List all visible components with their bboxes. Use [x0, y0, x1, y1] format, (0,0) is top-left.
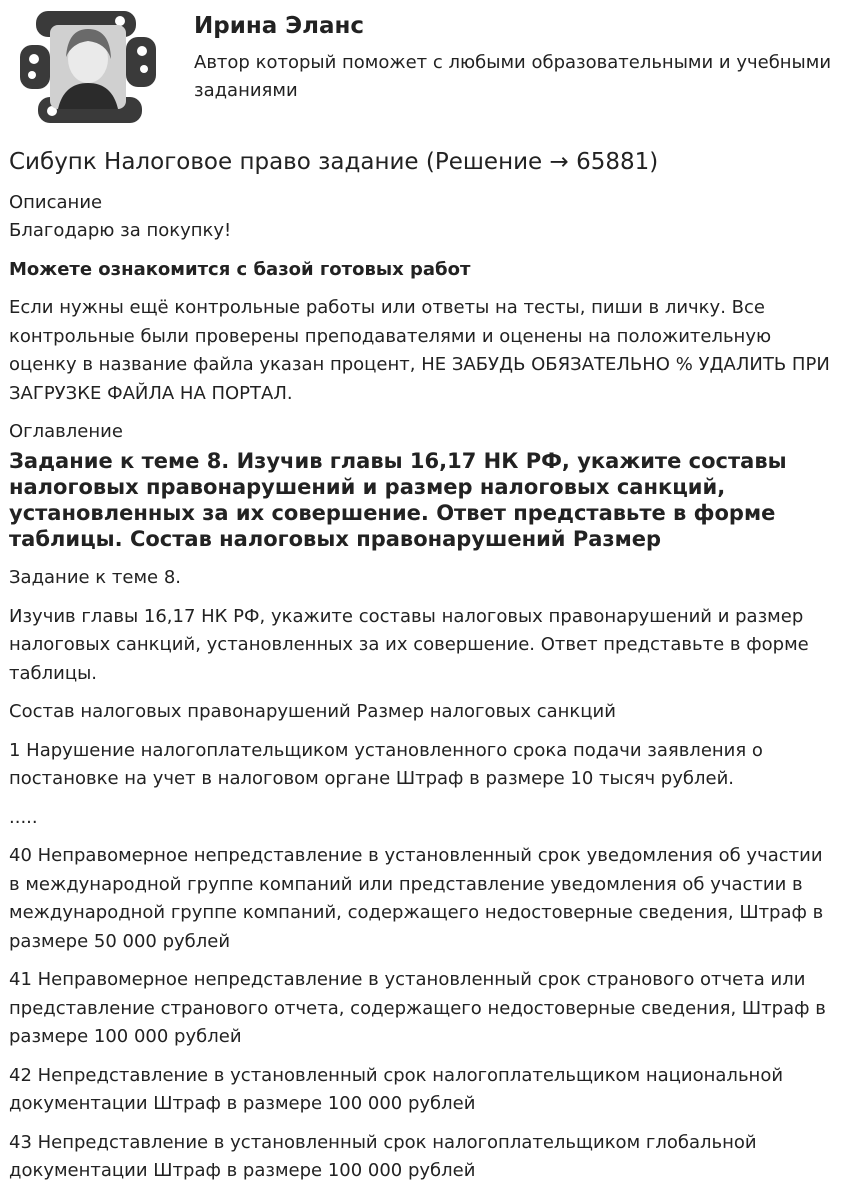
author-card	[9, 0, 838, 136]
content-paragraph: 40 Неправомерное непредставление в установленный срок уведомления об участии в международной группе компаний или представление уведомления об участии в международной группе компаний, содержащего недостоверные сведения, Штраф в размере 50 000 рублей	[9, 845, 824, 952]
content-paragraph: Состав налоговых правонарушений Размер налоговых санкций	[9, 701, 616, 722]
author-avatar[interactable]	[16, 7, 160, 127]
author-name[interactable]: Ирина Эланс	[194, 13, 365, 39]
info-paragraph: Если нужны ещё контрольные работы или ответы на тесты, пиши в личку. Все контрольные были проверены преподавателями и оценены на положительную оценку в название файла указан процент, НЕ ЗАБУДЬ ОБЯЗАТЕЛЬНО % УДАЛИТЬ ПРИ ЗАГРУЗКЕ ФАЙЛА НА ПОРТАЛ.	[9, 297, 830, 404]
toc-label: Оглавление	[9, 421, 123, 442]
author-description: Автор который поможет с любыми образовательными и учебными заданиями	[194, 52, 832, 101]
task-heading: Задание к теме 8. Изучив главы 16,17 НК РФ, укажите составы налоговых правонарушений и размер налоговых санкций, установленных за их совершение. Ответ представьте в форме таблицы. Состав налоговых правонарушений Размер	[9, 449, 787, 551]
content-paragraph: 42 Непредставление в установленный срок налогоплательщиком национальной документации Штраф в размере 100 000 рублей	[9, 1064, 784, 1114]
page-title: Сибупк Налоговое право задание (Решение → 65881)	[9, 149, 659, 175]
content-paragraph: 43 Непредставление в установленный срок налогоплательщиком глобальной документации Штраф в размере 100 000 рублей	[9, 1131, 757, 1181]
content-paragraph: .....	[9, 806, 38, 828]
description-label: Описание	[9, 192, 103, 213]
content-paragraph: 41 Неправомерное непредставление в установленный срок странового отчета или представление странового отчета, содержащего недостоверные сведения, Штраф в размере 100 000 рублей	[9, 969, 826, 1047]
thanks-text: Благодарю за покупку!	[9, 220, 232, 241]
content-paragraph: Задание к теме 8.	[9, 567, 182, 588]
content-paragraph: 1 Нарушение налогоплательщиком установленного срока подачи заявления о постановке на учет в налоговом органе Штраф в размере 10 тысяч рублей.	[9, 739, 763, 789]
base-link[interactable]: Можете ознакомится с базой готовых работ	[9, 258, 471, 280]
content-paragraph: Изучив главы 16,17 НК РФ, укажите составы налоговых правонарушений и размер налоговых санкций, установленных за их совершение. Ответ представьте в форме таблицы.	[9, 605, 809, 684]
